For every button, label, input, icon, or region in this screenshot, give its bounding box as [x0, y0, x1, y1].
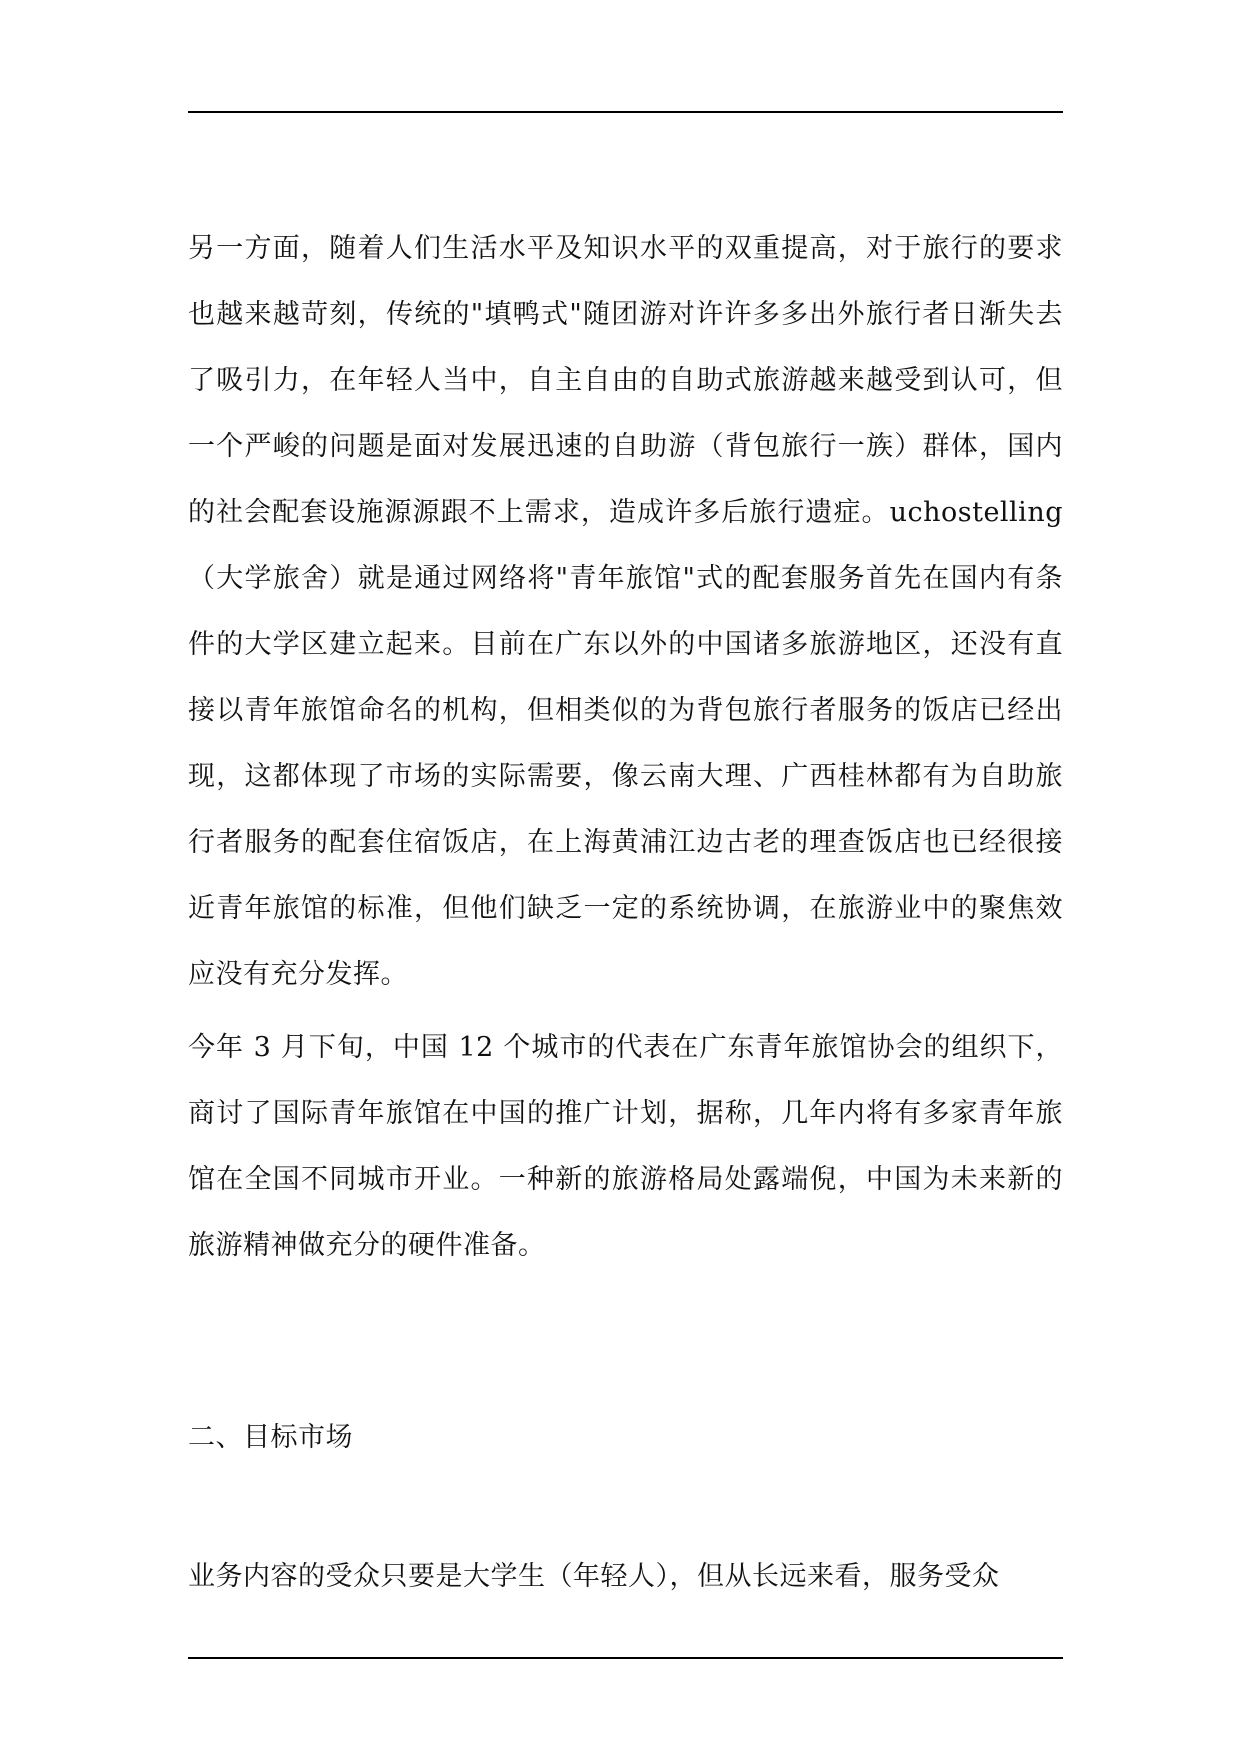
paragraph-backpacker-travel: 另一方面，随着人们生活水平及知识水平的双重提高，对于旅行的要求也越来越苛刻，传统的"填鸭式"随团游对许许多多出外旅行者日渐失去了吸引力，在年轻人当中，自主自由的自助式旅游越来越受到认可，但一个严峻的问题是面对发展迅速的自助游（背包旅行一族）群体，国内的社会配套设施源源跟不上需求，造成许多后旅行遗症。uchostelling（大学旅舍）就是通过网络将"青年旅馆"式的配套服务首先在国内有条件的大学区建立起来。目前在广东以外的中国诸多旅游地区，还没有直接以青年旅馆命名的机构，但相类似的为背包旅行者服务的饭店已经出现，这都体现了市场的实际需要，像云南大理、广西桂林都有为自助旅行者服务的配套住宿饭店，在上海黄浦江边古老的理查饭店也已经很接近青年旅馆的标准，但他们缺乏一定的系统协调，在旅游业中的聚焦效应没有充分发挥。 [188, 233, 1063, 990]
section-heading-target-market: 二、目标市场 [188, 1422, 353, 1453]
paragraph-youth-hostel-plan: 今年 3 月下旬，中国 12 个城市的代表在广东青年旅馆协会的组织下，商讨了国际青年旅馆在中国的推广计划，据称，几年内将有多家青年旅馆在全国不同城市开业。一种新的旅游格局处露端倪，中国为未来新的旅游精神做充分的硬件准备。 [188, 1032, 1063, 1261]
header-rule [188, 111, 1063, 113]
paragraph-audience: 业务内容的受众只要是大学生（年轻人），但从长远来看，服务受众 [188, 1561, 1000, 1592]
footer-rule [188, 1657, 1063, 1659]
